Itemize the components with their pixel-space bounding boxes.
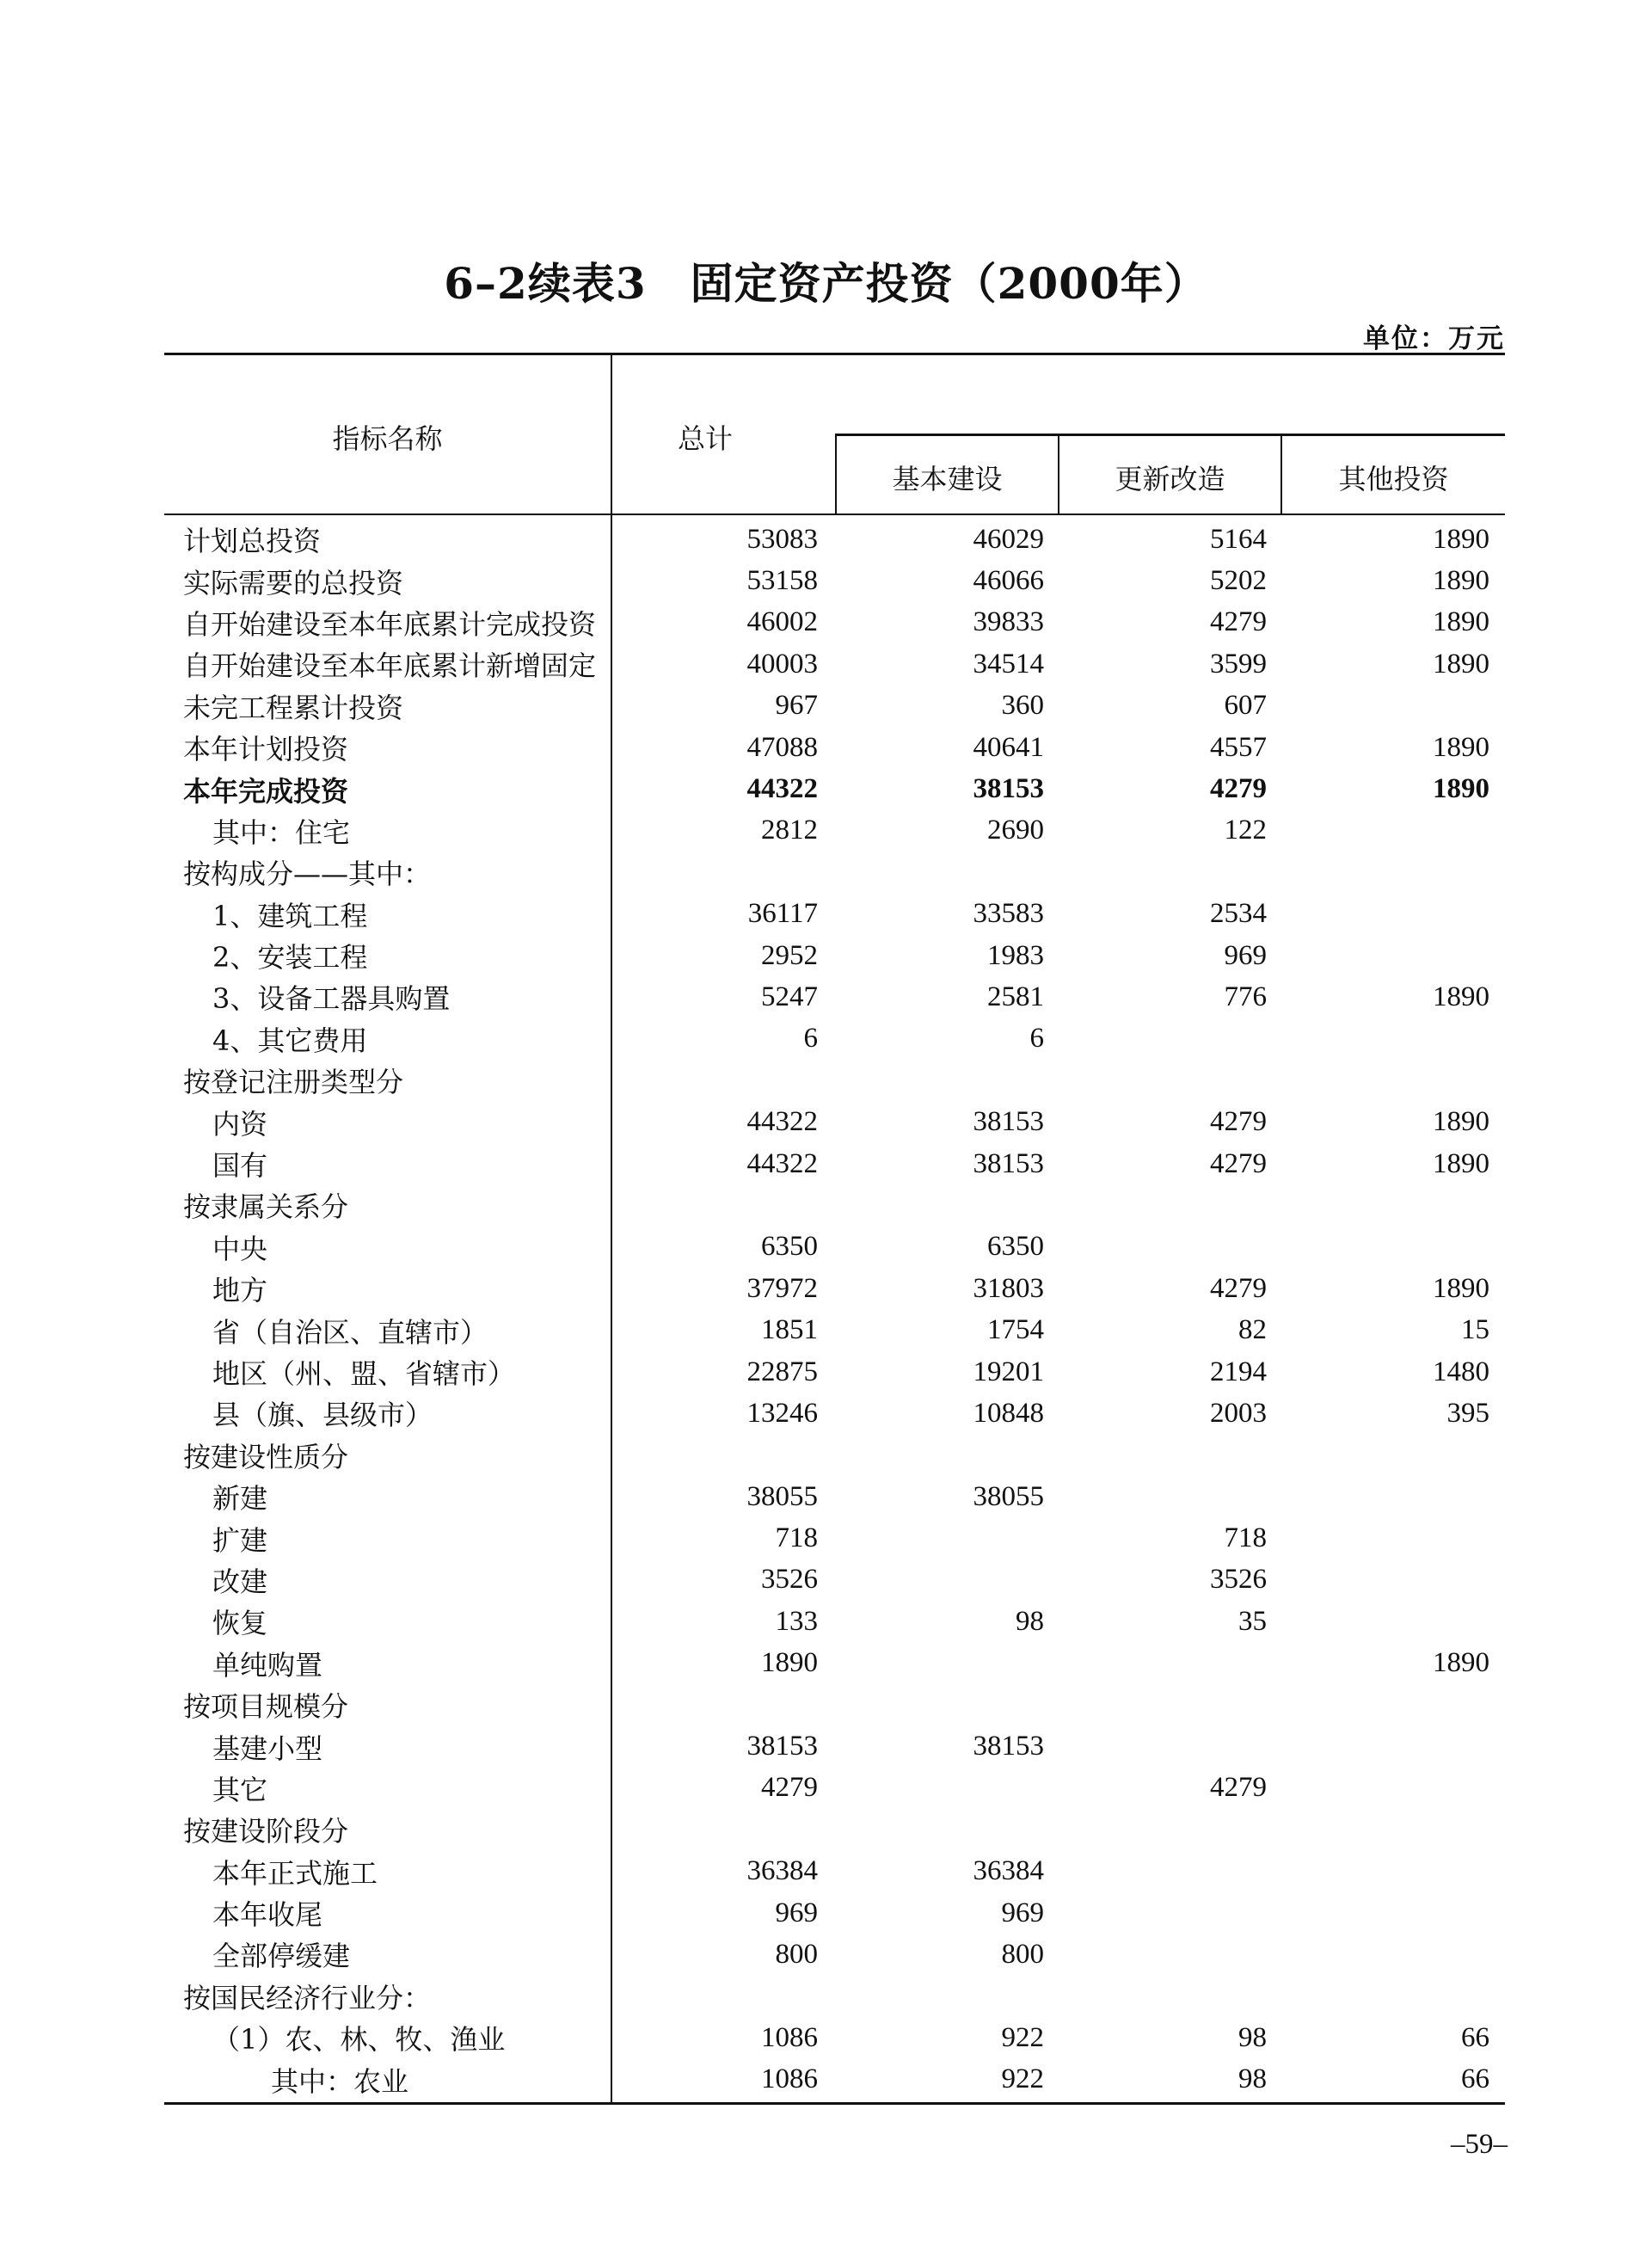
other-cell: 395	[1446, 1397, 1489, 1429]
total-cell: 969	[775, 1897, 818, 1928]
other-cell: 1480	[1433, 1356, 1489, 1387]
page-number: –59–	[1451, 2129, 1508, 2160]
renovation-cell: 2534	[1210, 898, 1267, 930]
row-label: 其中：农业	[271, 2064, 409, 2098]
other-cell: 1890	[1433, 1272, 1489, 1304]
table-row	[164, 1684, 1505, 1725]
row-label: 扩建	[212, 1523, 268, 1557]
renovation-cell: 5202	[1210, 565, 1267, 597]
other-cell: 1890	[1433, 981, 1489, 1012]
row-label: 按隶属关系分	[183, 1190, 349, 1224]
row-label: 4、其它费用	[212, 1024, 368, 1057]
row-label: 按登记注册类型分	[183, 1066, 404, 1099]
total-cell: 53083	[746, 523, 818, 555]
row-label: 按构成分——其中：	[183, 858, 432, 891]
table-row	[164, 1351, 1505, 1393]
table-row	[164, 2017, 1505, 2058]
total-cell: 718	[775, 1522, 818, 1554]
other-cell: 1890	[1433, 1106, 1489, 1138]
basic-cell: 19201	[973, 1356, 1044, 1387]
table-row	[164, 1559, 1505, 1601]
renovation-cell: 4279	[1210, 773, 1267, 805]
row-label: 改建	[212, 1565, 268, 1598]
table-row	[164, 1725, 1505, 1767]
basic-cell: 31803	[973, 1272, 1044, 1304]
total-cell: 6350	[761, 1231, 818, 1263]
total-cell: 13246	[746, 1397, 818, 1429]
basic-cell: 46029	[973, 523, 1044, 555]
basic-cell: 34514	[973, 648, 1044, 680]
table-row	[164, 1268, 1505, 1309]
row-label: 本年完成投资	[183, 774, 349, 808]
row-label: 自开始建设至本年底累计新增固定	[183, 649, 597, 683]
total-cell: 44322	[746, 1106, 818, 1138]
basic-cell: 969	[1001, 1897, 1044, 1928]
table-row	[164, 1768, 1505, 1809]
other-cell: 15	[1461, 1314, 1489, 1346]
row-label: 省（自治区、直辖市）	[212, 1315, 488, 1349]
table-row	[164, 602, 1505, 643]
row-label: （1）农、林、牧、渔业	[212, 2023, 506, 2057]
renovation-cell: 776	[1224, 981, 1267, 1012]
basic-cell: 38153	[973, 1147, 1044, 1179]
total-cell: 37972	[746, 1272, 818, 1304]
other-cell: 1890	[1433, 731, 1489, 763]
basic-cell: 46066	[973, 565, 1044, 597]
row-label: 地方	[212, 1274, 268, 1307]
table-row	[164, 1851, 1505, 1892]
basic-cell: 1754	[987, 1314, 1044, 1346]
total-cell: 53158	[746, 565, 818, 597]
renovation-cell: 4279	[1210, 1772, 1267, 1804]
basic-cell: 10848	[973, 1397, 1044, 1429]
table-row	[164, 1934, 1505, 1975]
total-cell: 2812	[761, 815, 818, 846]
total-cell: 2952	[761, 939, 818, 971]
table-row	[164, 727, 1505, 768]
table-row	[164, 1143, 1505, 1184]
row-label: 按建设阶段分	[183, 1815, 349, 1848]
renovation-cell: 969	[1224, 939, 1267, 971]
row-label: 新建	[212, 1482, 268, 1516]
table-row	[164, 560, 1505, 601]
renovation-cell: 4279	[1210, 1106, 1267, 1138]
total-cell: 36384	[746, 1855, 818, 1887]
other-cell: 1890	[1433, 648, 1489, 680]
table-row	[164, 1101, 1505, 1142]
row-label: 按国民经济行业分：	[183, 1981, 432, 2014]
other-cell: 1890	[1433, 606, 1489, 638]
basic-cell: 2581	[987, 981, 1044, 1012]
table-row	[164, 768, 1505, 809]
table-row	[164, 643, 1505, 685]
header-other: 其他投资	[1338, 463, 1449, 495]
basic-cell: 38153	[973, 773, 1044, 805]
header-total: 总计	[677, 422, 733, 455]
renovation-cell: 5164	[1210, 523, 1267, 555]
table-row	[164, 935, 1505, 976]
renovation-cell: 2003	[1210, 1397, 1267, 1429]
basic-cell: 922	[1001, 2021, 1044, 2053]
table-row	[164, 1809, 1505, 1850]
header-basic: 基本建设	[892, 463, 1003, 495]
basic-cell: 38153	[973, 1106, 1044, 1138]
total-cell: 1086	[761, 2021, 818, 2053]
table-body	[164, 515, 1505, 2102]
total-cell: 36117	[747, 898, 818, 930]
renovation-cell: 4557	[1210, 731, 1267, 763]
row-label: 基建小型	[212, 1731, 323, 1765]
row-label: 国有	[212, 1149, 268, 1183]
row-label: 其它	[212, 1773, 268, 1806]
table-row	[164, 852, 1505, 893]
renovation-cell: 98	[1238, 2021, 1267, 2053]
total-cell: 5247	[761, 981, 818, 1012]
basic-cell: 1983	[987, 939, 1044, 971]
renovation-cell: 122	[1224, 815, 1267, 846]
total-cell: 1086	[761, 2063, 818, 2095]
table-row	[164, 1643, 1505, 1684]
other-cell: 1890	[1433, 1147, 1489, 1179]
table-row	[164, 1517, 1505, 1559]
total-cell: 3526	[761, 1564, 818, 1596]
row-label: 中央	[212, 1232, 268, 1265]
basic-cell: 33583	[973, 898, 1044, 930]
basic-cell: 98	[1016, 1605, 1044, 1637]
row-label: 本年正式施工	[212, 1856, 378, 1890]
other-cell: 1890	[1433, 523, 1489, 555]
header-renovation: 更新改造	[1115, 463, 1225, 495]
basic-cell: 38153	[973, 1731, 1044, 1762]
other-cell: 1890	[1433, 773, 1489, 805]
total-cell: 47088	[746, 731, 818, 763]
basic-cell: 39833	[973, 606, 1044, 638]
total-cell: 22875	[746, 1356, 818, 1387]
total-cell: 133	[775, 1605, 818, 1637]
row-label: 按项目规模分	[183, 1690, 349, 1724]
table-row	[164, 1892, 1505, 1934]
renovation-cell: 2194	[1210, 1356, 1267, 1387]
row-label: 县（旗、县级市）	[212, 1399, 433, 1432]
row-label: 单纯购置	[212, 1648, 323, 1682]
basic-cell: 360	[1001, 690, 1044, 722]
total-cell: 1890	[761, 1647, 818, 1679]
row-label: 内资	[212, 1107, 268, 1141]
total-cell: 800	[775, 1938, 818, 1970]
row-label: 2、安装工程	[212, 941, 368, 975]
table-row	[164, 1184, 1505, 1226]
renovation-cell: 3526	[1210, 1564, 1267, 1596]
table-header	[164, 355, 1505, 515]
other-cell: 66	[1461, 2021, 1489, 2053]
row-label: 恢复	[212, 1607, 268, 1640]
table-row	[164, 686, 1505, 727]
table-row	[164, 1018, 1505, 1060]
row-label: 全部停缓建	[212, 1940, 351, 1973]
other-cell: 66	[1461, 2063, 1489, 2095]
row-label: 其中：住宅	[212, 815, 351, 849]
renovation-cell: 718	[1224, 1522, 1267, 1554]
header-name: 指标名称	[332, 422, 443, 455]
total-cell: 46002	[746, 606, 818, 638]
table-row	[164, 1393, 1505, 1434]
unit-label: 单位：万元	[1363, 323, 1505, 354]
renovation-cell: 82	[1238, 1314, 1267, 1346]
table-row	[164, 1435, 1505, 1476]
table-row	[164, 1476, 1505, 1517]
table-row	[164, 1227, 1505, 1268]
row-label: 3、设备工器具购置	[212, 982, 451, 1016]
basic-cell: 6	[1029, 1023, 1044, 1055]
total-cell: 967	[775, 690, 818, 722]
row-label: 地区（州、盟、省辖市）	[212, 1357, 516, 1390]
basic-cell: 38055	[973, 1480, 1044, 1512]
renovation-cell: 4279	[1210, 1272, 1267, 1304]
basic-cell: 6350	[987, 1231, 1044, 1263]
row-label: 本年计划投资	[183, 733, 349, 766]
row-label: 自开始建设至本年底累计完成投资	[183, 607, 597, 641]
table-row	[164, 2058, 1505, 2100]
table-row	[164, 519, 1505, 560]
table-row	[164, 1601, 1505, 1642]
total-cell: 44322	[746, 773, 818, 805]
table-row	[164, 810, 1505, 852]
total-cell: 38055	[746, 1480, 818, 1512]
row-label: 未完工程累计投资	[183, 691, 404, 724]
total-cell: 40003	[746, 648, 818, 680]
table-row	[164, 894, 1505, 935]
row-label: 1、建筑工程	[212, 899, 368, 932]
row-label: 计划总投资	[183, 525, 322, 558]
basic-cell: 2690	[987, 815, 1044, 846]
investment-table	[164, 353, 1505, 2105]
renovation-cell: 4279	[1210, 606, 1267, 638]
renovation-cell: 35	[1238, 1605, 1267, 1637]
table-row	[164, 1976, 1505, 2017]
total-cell: 1851	[761, 1314, 818, 1346]
header-subrule	[835, 434, 1505, 436]
basic-cell: 40641	[973, 731, 1044, 763]
total-cell: 38153	[746, 1731, 818, 1762]
total-cell: 44322	[746, 1147, 818, 1179]
renovation-cell: 98	[1238, 2063, 1267, 2095]
row-label: 实际需要的总投资	[183, 566, 404, 600]
other-cell: 1890	[1433, 1647, 1489, 1679]
table-row	[164, 1060, 1505, 1101]
page-title: 6–2续表3 固定资产投资（2000年）	[444, 258, 1208, 309]
basic-cell: 800	[1001, 1938, 1044, 1970]
renovation-cell: 3599	[1210, 648, 1267, 680]
other-cell: 1890	[1433, 565, 1489, 597]
table-row	[164, 976, 1505, 1018]
basic-cell: 922	[1001, 2063, 1044, 2095]
basic-cell: 36384	[973, 1855, 1044, 1887]
table-row	[164, 1309, 1505, 1350]
renovation-cell: 4279	[1210, 1147, 1267, 1179]
renovation-cell: 607	[1224, 690, 1267, 722]
total-cell: 4279	[761, 1772, 818, 1804]
total-cell: 6	[803, 1023, 818, 1055]
row-label: 本年收尾	[212, 1898, 323, 1932]
row-label: 按建设性质分	[183, 1440, 349, 1473]
